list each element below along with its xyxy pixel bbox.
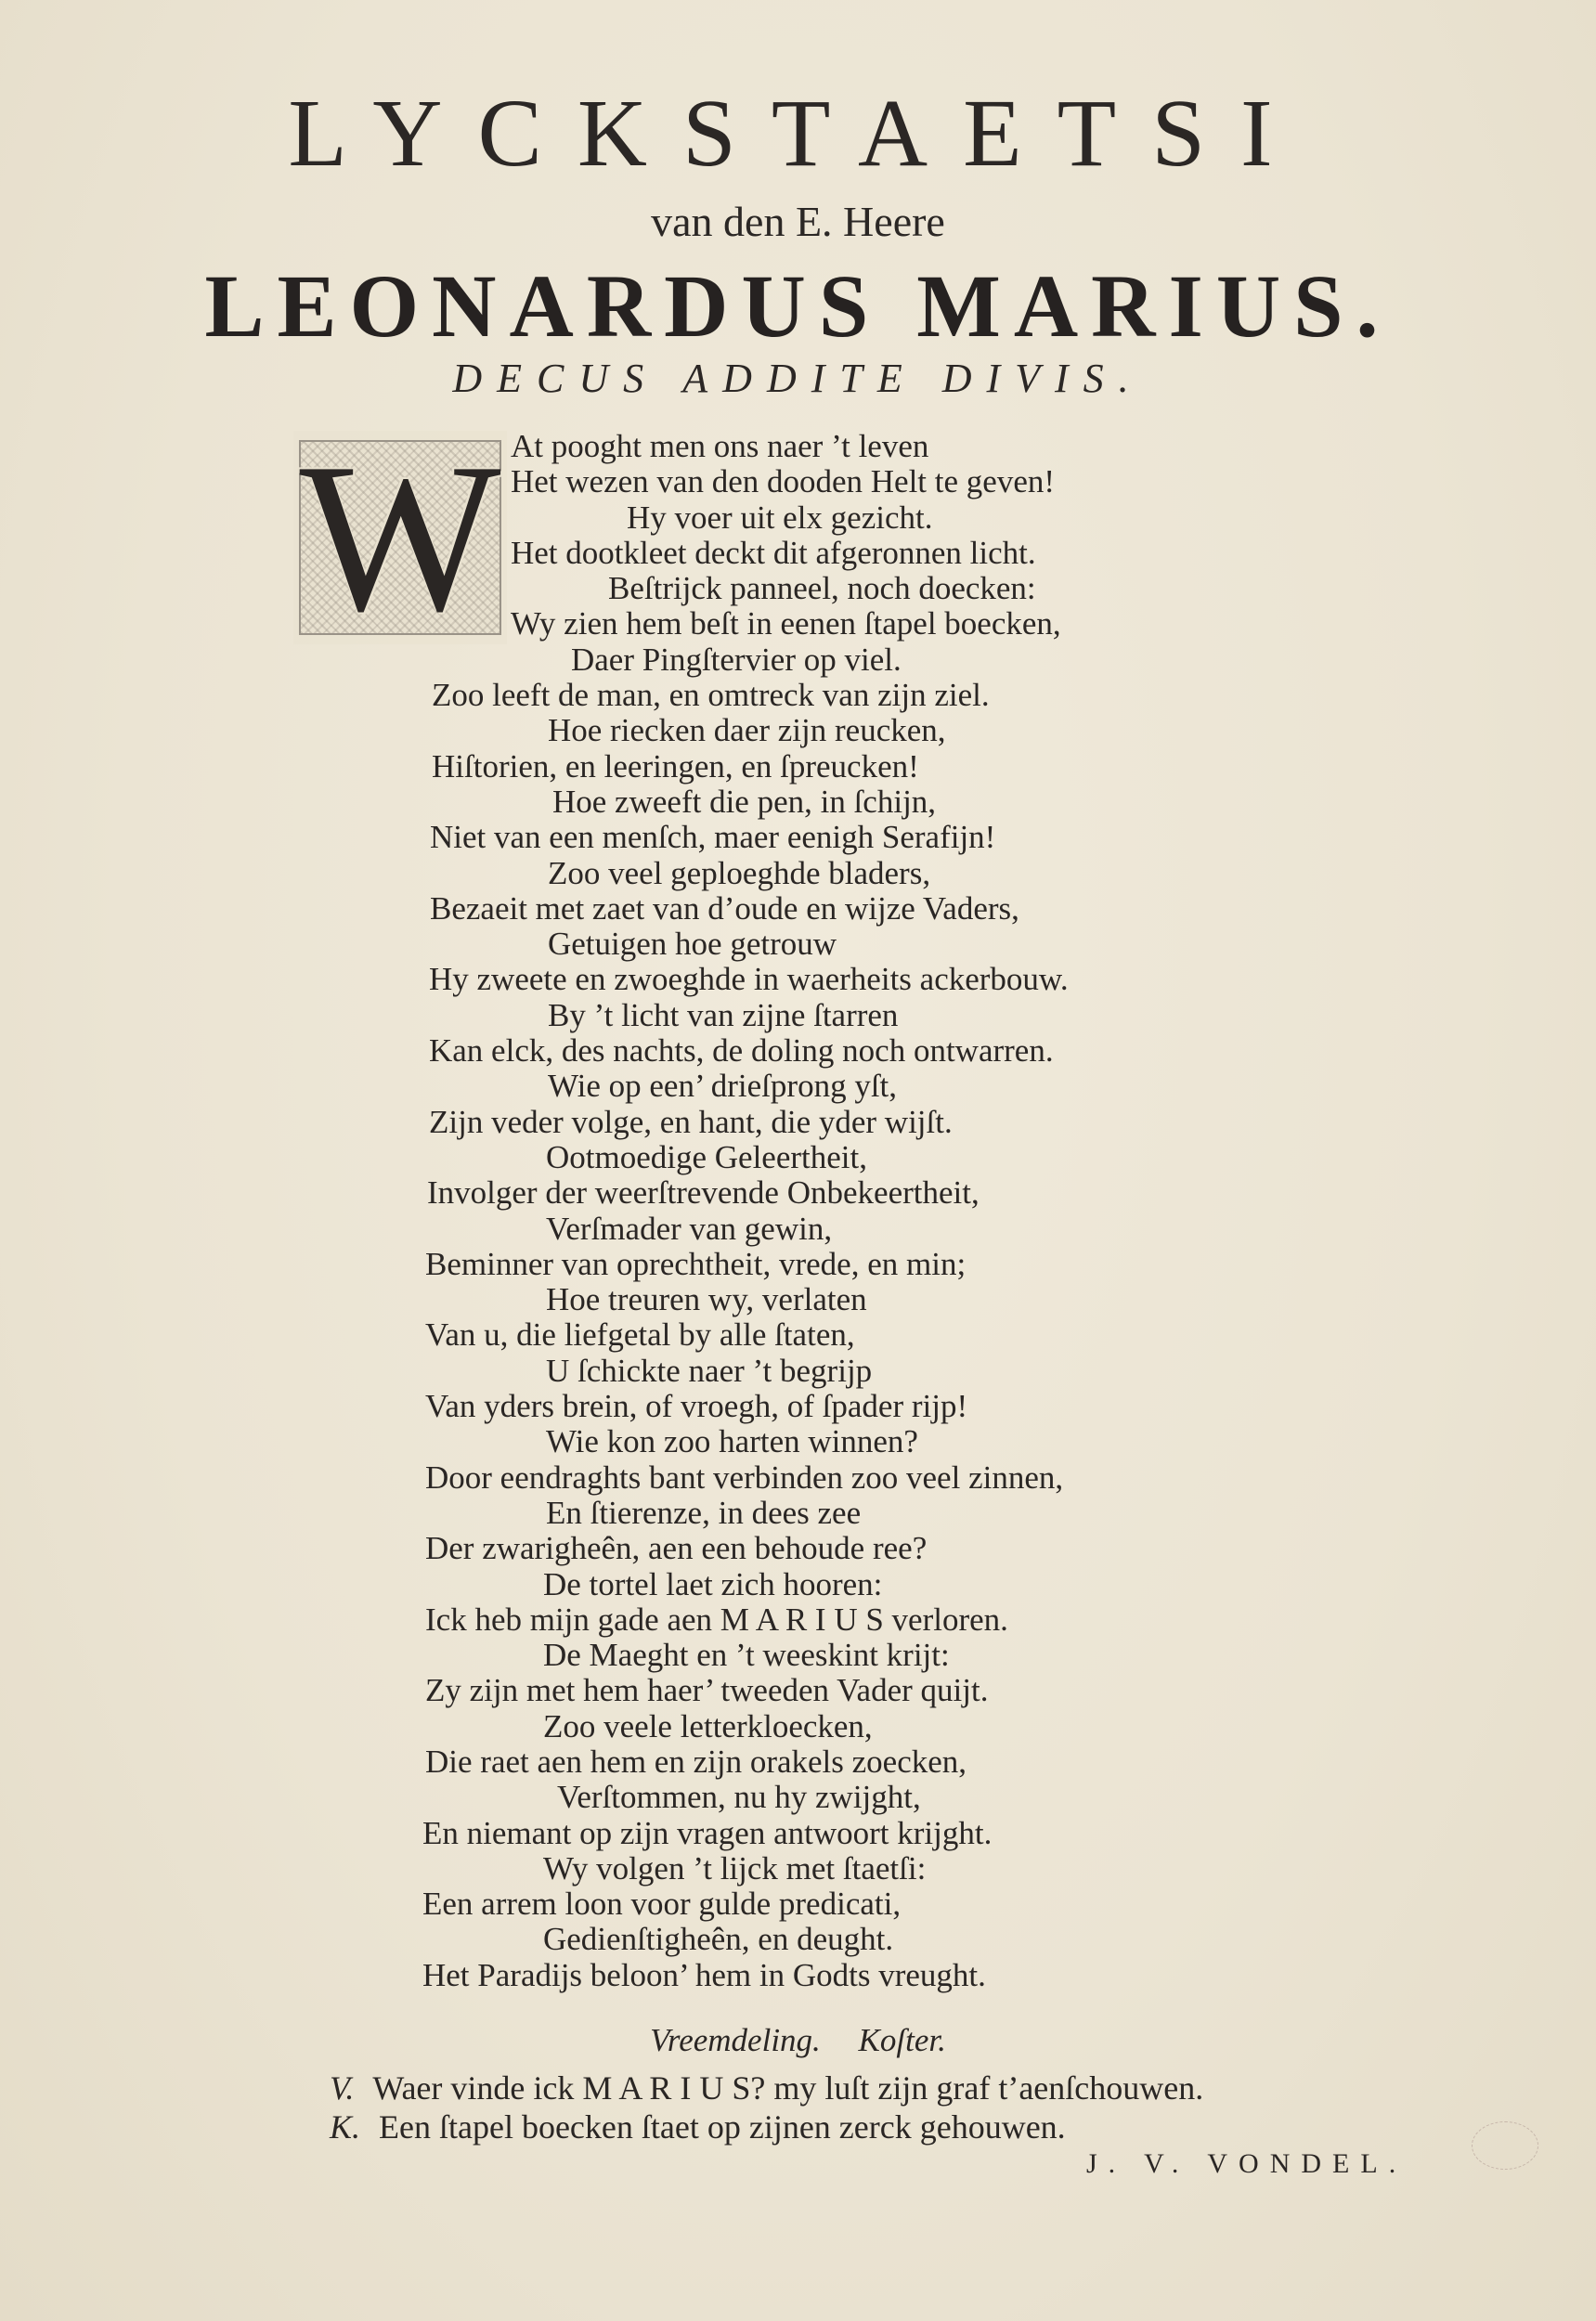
initial-letter: W	[293, 431, 506, 644]
poem-line: Getuigen hoe getrouw	[548, 926, 837, 963]
poem-line: Hoe riecken daer zijn reucken,	[548, 712, 946, 749]
poem-line: Die raet aen hem en zijn orakels zoecken,	[425, 1743, 967, 1780]
library-stamp	[1472, 2121, 1538, 2170]
speaker-sexton: Koſter.	[858, 2022, 946, 2058]
poem-line: Verſmader van gewin,	[546, 1210, 833, 1247]
poem-line: Daer Pingſtervier op viel.	[571, 641, 902, 678]
poem-line: Het dootkleet deckt dit afgeronnen licht.	[511, 534, 1036, 571]
dialogue-line	[330, 2068, 1203, 2107]
poem-line: Zy zijn met hem haer’ tweeden Vader quijt.	[425, 1672, 989, 1709]
poem-line: Hiſtorien, en leeringen, en ſpreucken!	[432, 747, 919, 784]
poem-line: U ſchickte naer ’t begrijp	[546, 1352, 873, 1389]
poem-line: Involger der weerſtrevende Onbekeertheit,	[427, 1174, 980, 1212]
poem-line: Zoo veele letterkloecken,	[543, 1707, 873, 1744]
poem-line: Wy zien hem beſt in eenen ſtapel boecken,	[511, 605, 1061, 642]
poem-line: By ’t licht van zijne ſtarren	[548, 996, 899, 1033]
poem-line: Beſtrijck panneel, noch doecken:	[608, 570, 1036, 607]
author-signature: J. V. VONDEL.	[1086, 2148, 1408, 2179]
dialogue-speaker: K.	[330, 2108, 361, 2146]
poem-line: En ſtierenze, in dees zee	[546, 1494, 862, 1531]
poem-line: Verſtommen, nu hy zwijght,	[557, 1779, 921, 1816]
poem-line: Niet van een menſch, maer eenigh Serafijn!	[430, 819, 996, 856]
poem-line: Ootmoedige Geleertheit,	[546, 1138, 867, 1175]
dialogue-text: Waer vinde ick M A R I U S? my luſt zijn graf t’aenſchouwen.	[372, 2069, 1204, 2107]
poem-body	[0, 429, 1596, 1993]
poem-line: Wie kon zoo harten winnen?	[546, 1423, 918, 1460]
poem-line: Van yders brein, of vroegh, of ſpader rijp!	[425, 1388, 968, 1425]
poem-line: En niemant op zijn vragen antwoort krijght.	[422, 1814, 993, 1851]
honoree-name: LEONARDUS MARIUS.	[204, 256, 1392, 356]
poem-line: Hoe zweeft die pen, in ſchijn,	[552, 783, 937, 820]
dialogue-speaker: V.	[330, 2069, 355, 2107]
poem-line: Ick heb mijn gade aen M A R I U S verloren.	[425, 1601, 1008, 1638]
speaker-stranger: Vreemdeling.	[650, 2022, 821, 2058]
poem-line: Hy zweete en zwoeghde in waerheits ackerbouw.	[429, 961, 1069, 998]
poem-line: Door eendraghts bant verbinden zoo veel zinnen,	[425, 1459, 1064, 1496]
poem-line: Der zwarigheên, aen een behoude ree?	[425, 1530, 928, 1567]
poem-line: De Maeght en ’t weeskint krijt:	[543, 1637, 950, 1674]
poem-line: Het wezen van den dooden Helt te geven!	[511, 463, 1056, 500]
motto: DECUS ADDITE DIVIS.	[452, 356, 1144, 401]
poem-line: Van u, die liefgetal by alle ſtaten,	[425, 1316, 855, 1354]
poem-line: De tortel laet zich hooren:	[543, 1565, 883, 1602]
poem-title: LYCKSTAETSI	[288, 80, 1308, 187]
poem-subtitle: van den E. Heere	[651, 198, 945, 245]
poem-line: Wy volgen ’t lijck met ſtaetſi:	[543, 1849, 927, 1887]
poem-line: Gedienſtigheên, en deught.	[543, 1921, 894, 1958]
poem-line: At pooght men ons naer ’t leven	[511, 428, 929, 464]
poem-line: Beminner van oprechtheit, vrede, en min;	[425, 1245, 967, 1282]
poem-line: Het Paradijs beloon’ hem in Godts vreught.	[422, 1956, 986, 1993]
poem-line: Zoo leeft de man, en omtreck van zijn ziel.	[432, 677, 990, 714]
poem-line: Hoe treuren wy, verlaten	[546, 1281, 867, 1318]
dialogue-line	[330, 2107, 1066, 2146]
poem-line: Een arrem loon voor gulde predicati,	[422, 1886, 902, 1923]
poem-line: Bezaeit met zaet van d’oude en wijze Vaders,	[430, 889, 1019, 927]
poem-line: Hy voer uit elx gezicht.	[627, 499, 933, 536]
poem-line: Zijn veder volge, en hant, die yder wijſt.	[429, 1103, 953, 1140]
poem-line: Zoo veel geploeghde bladers,	[548, 854, 931, 891]
poem-line: Kan elck, des nachts, de doling noch ontwarren.	[429, 1032, 1054, 1070]
dialogue-heading	[0, 2022, 1596, 2059]
poem-line: Wie op een’ drieſprong yſt,	[548, 1068, 898, 1105]
dialogue-text: Een ſtapel boecken ſtaet op zijnen zerck gehouwen.	[379, 2108, 1066, 2146]
